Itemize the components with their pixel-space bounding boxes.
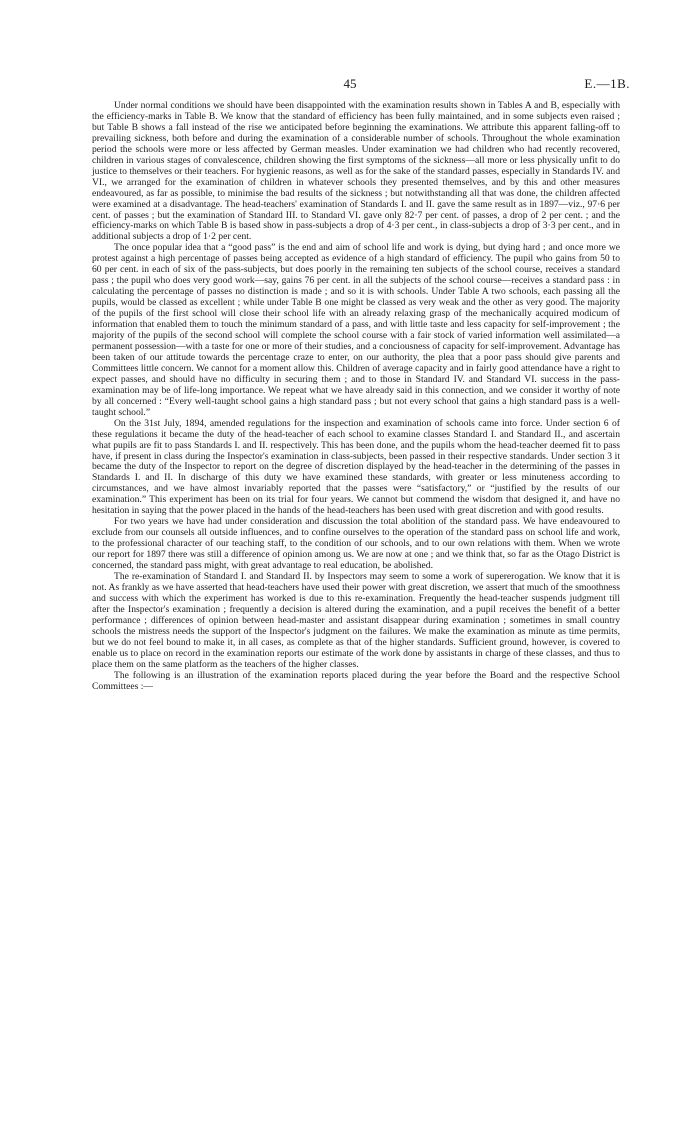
page-number: 45 <box>343 76 357 91</box>
paragraph-examination-results: Under normal conditions we should have been disappointed with the examination results shown in Tables A and B, especially with the efficiency-marks in Table B. We know that the standard of efficiency has been fully maintained, and in some subjects even raised ; but Table B shows a fall instead of the rise we anticipated before beginning the examinations. We attribute this apparent falling-off to prevailing sickness, both before and during the examination of a considerable number of schools. Throughout the whole examination period the schools were more or less affected by German measles. Under examination we had children who had recently recovered, children in various stages of convalescence, children showing the first symptoms of the sickness—all more or less physically unfit to do justice to themselves or their teachers. For hygienic reasons, as well as for the sake of the standard passes, especially in Standards IV. and VI., we arranged for the examination of children in whatever schools they presented themselves, and by this and other measures endeavoured, as far as possible, to minimise the bad results of the sickness ; but notwithstanding all that was done, the children affected were examined at a disadvantage. The head-teachers' examination of Standards I. and II. gave the same result as in 1897—viz., 97·6 per cent. of passes ; but the examination of Standard III. to Standard VI. gave only 82·7 per cent. of passes, a drop of 2 per cent. ; and the efficiency-marks on which Table B is based show in pass-subjects a drop of 4·3 per cent., in class-subjects a drop of 3·3 per cent., and in additional subjects a drop of 1·2 per cent. <box>92 100 620 243</box>
page-header <box>70 76 630 92</box>
paragraph-good-pass: The once popular idea that a “good pass” is the end and aim of school life and work is dying, but dying hard ; and once more we protest against a high percentage of passes being accepted as evidence of a high standard of efficiency. The pupil who gains from 50 to 60 per cent. in each of six of the pass-subjects, but does poorly in the remaining ten subjects of the school course, receives a standard pass ; the pupil who does very good work—say, gains 76 per cent. in all the subjects of the school course—receives a standard pass : in calculating the percentage of passes no distinction is made ; and so it is with schools. Under Table A two schools, each passing all the pupils, would be classed as excellent ; while under Table B one might be classed as very weak and the other as very good. The majority of the pupils of the first school will close their school life with an already relaxing grasp of the mechanically acquired modicum of information that enabled them to touch the minimum standard of a pass, and with little taste and less capacity for self-improvement ; the majority of the pupils of the second school will complete the school course with a fair stock of varied information well assimilated—a permanent possession—with a taste for one or more of their studies, and a conciousness of capacity for self-improvement. Advantage has been taken of our attitude towards the percentage craze to enter, on our authority, the plea that a poor pass should give parents and Committees little concern. We cannot for a moment allow this. Children of average capacity and in fairly good attendance have a right to expect passes, and should have no difficulty in securing them ; and to those in Standard IV. and Standard VI. success in the pass-examination may be of life-long importance. We repeat what we have already said in this connection, and we consider it worthy of note by all concerned : “Every well-taught school gains a high standard pass ; but not every school that gains a high standard pass is a well-taught school.” <box>92 242 620 418</box>
document-reference: E.—1B. <box>584 76 630 91</box>
report-body <box>92 101 620 692</box>
paragraph-abolition-standard-pass: For two years we have had under consideration and discussion the total abolition of the standard pass. We have endeavoured to exclude from our counsels all outside influences, and to confine ourselves to the operation of the standard pass on school life and work, to the professional character of our teaching staff, to the condition of our schools, and to our own relations with them. When we wrote our report for 1897 there was still a difference of opinion among us. We are now at one ; and we think that, so far as the Otago District is concerned, the standard pass might, with great advantage to real education, be abolished. <box>92 516 620 572</box>
paragraph-re-examination: The re-examination of Standard I. and Standard II. by Inspectors may seem to some a work of supererogation. We know that it is not. As frankly as we have asserted that head-teachers have used their power with great discretion, we assert that much of the smoothness and success with which the experiment has worked is due to this re-examination. Frequently the head-teacher suspends judgment till after the Inspector's examination ; frequently a decision is altered during the examination, and a pupil receives the benefit of a better performance ; differences of opinion between head-master and assistant disappear during examination ; sometimes in small country schools the mistress needs the support of the Inspector's judgment on the failures. We make the examination as minute as time permits, but we do not feel bound to make it, in all cases, as complete as that of the higher standards. Sufficient ground, however, is covered to enable us to place on record in the examination reports our estimate of the work done by assistants in charge of these classes, and thus to place them on the same platform as the teachers of the higher classes. <box>92 570 620 670</box>
paragraph-illustration-intro: The following is an illustration of the examination reports placed during the year before the Board and the respective School Committees :— <box>92 669 620 692</box>
paragraph-amended-regulations: On the 31st July, 1894, amended regulations for the inspection and examination of schools came into force. Under section 6 of these regulations it became the duty of the head-teacher of each school to examine classes Standard I. and Standard II., and ascertain what pupils are fit to pass Standards I. and II. respectively. This has been done, and the pupils whom the head-teacher deemed fit to pass have, if present in class during the Inspector's examination in class-subjects, been passed in their respective standards. Under section 3 it became the duty of the Inspector to report on the degree of discretion displayed by the head-teacher in the determining of the passes in Standards I. and II. In discharge of this duty we have examined these standards, with greater or less minuteness according to circumstances, and we have almost invariably reported that the passes were “satisfactory,” or “justified by the results of our examination.” This experiment has been on its trial for four years. We cannot but commend the wisdom that designed it, and have no hesitation in saying that the power placed in the hands of the head-teachers has been used with great discretion and with good results. <box>92 417 620 517</box>
